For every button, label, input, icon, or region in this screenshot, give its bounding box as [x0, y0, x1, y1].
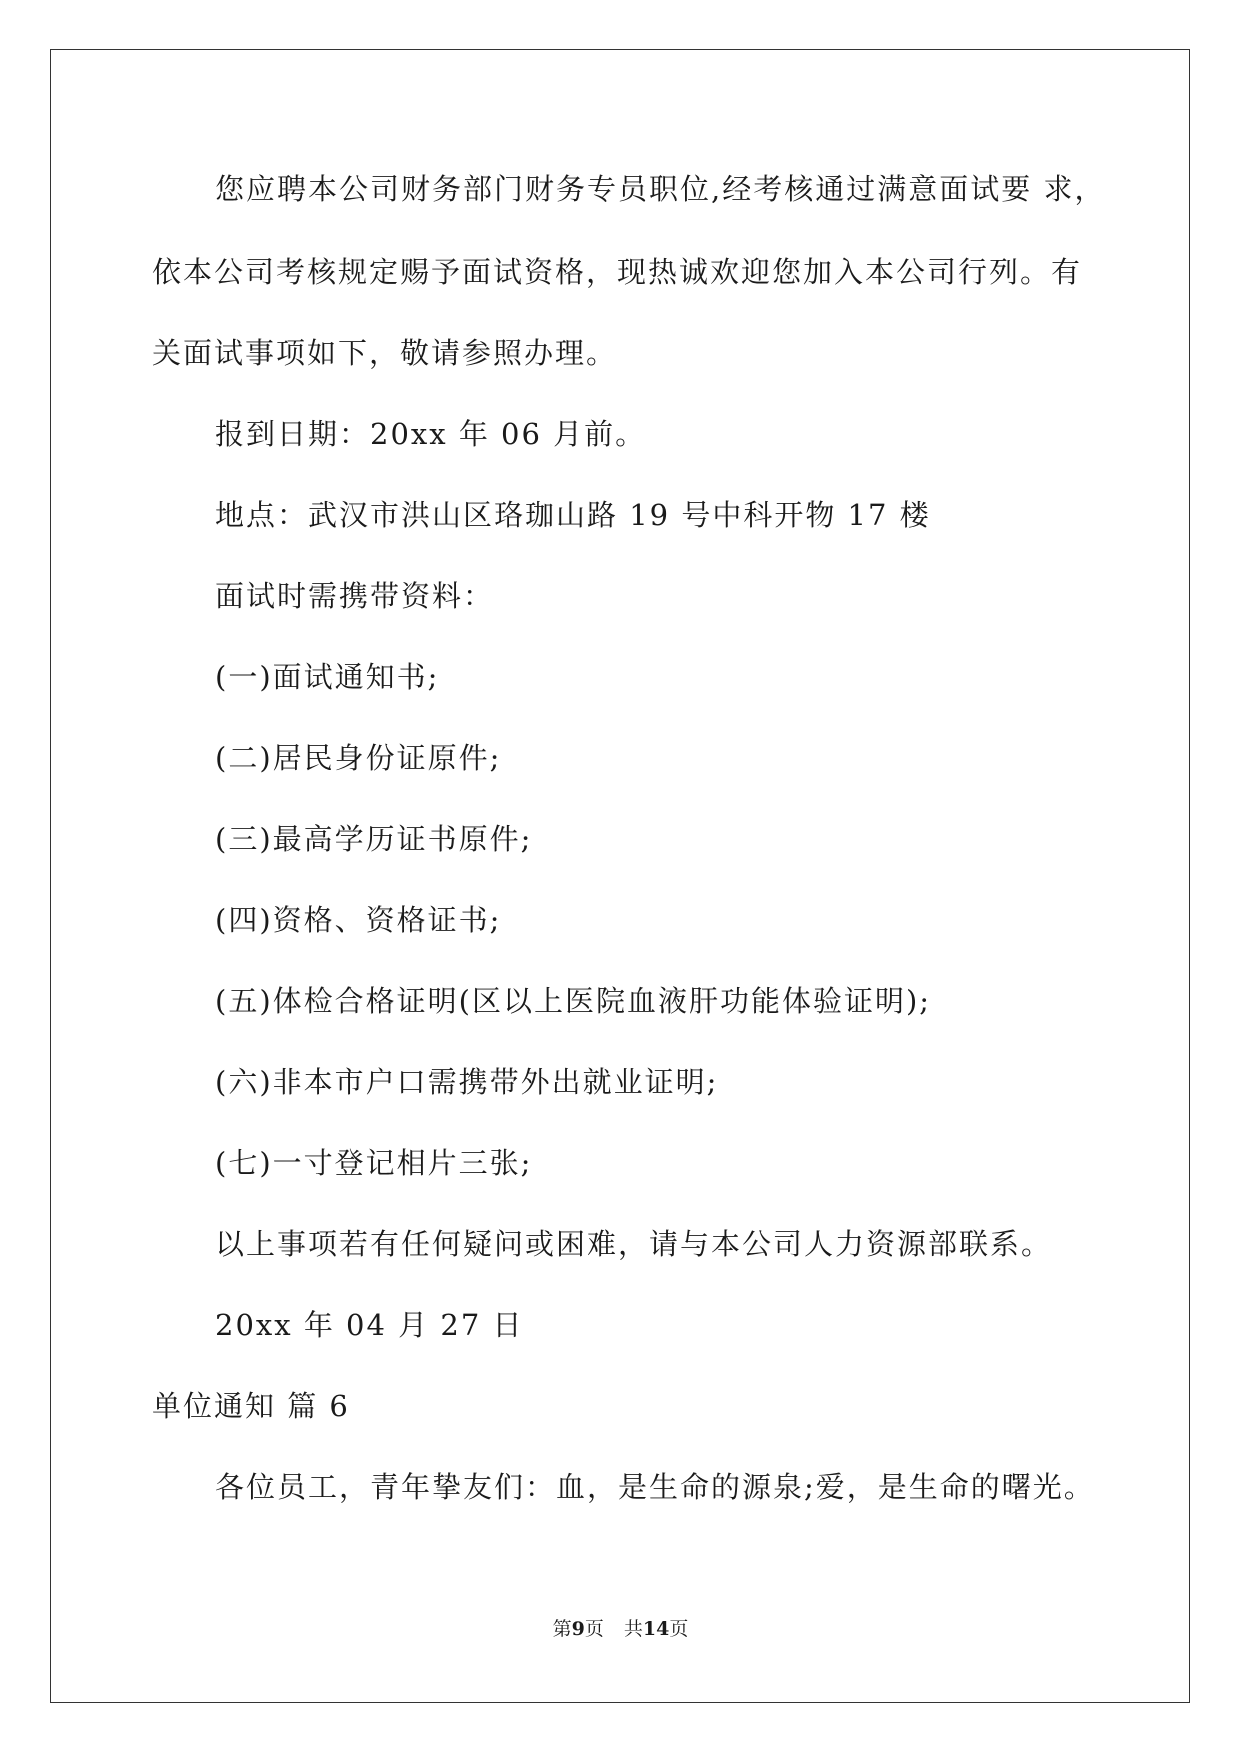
list-item: (六)非本市户口需携带外出就业证明;	[215, 1065, 719, 1099]
list-item: (五)体检合格证明(区以上医院血液肝功能体验证明);	[215, 984, 932, 1018]
page-suffix: 页	[584, 1618, 604, 1640]
report-date-line: 报到日期：20xx 年 06 月前。	[215, 417, 647, 451]
section-heading: 单位通知 篇 6	[152, 1389, 350, 1423]
list-item: (三)最高学历证书原件;	[215, 822, 533, 856]
paragraph-line: 关面试事项如下，敬请参照办理。	[152, 336, 618, 370]
list-item: (七)一寸登记相片三张;	[215, 1146, 533, 1180]
page-current: 9	[571, 1618, 585, 1640]
paragraph-line: 各位员工，青年挚友们：血，是生命的源泉;爱，是生命的曙光。	[215, 1470, 1095, 1504]
signature-date: 20xx 年 04 月 27 日	[215, 1308, 524, 1342]
materials-heading: 面试时需携带资料：	[215, 579, 495, 613]
page-prefix: 第	[552, 1618, 572, 1640]
page-footer	[0, 1620, 1241, 1639]
list-item: (四)资格、资格证书;	[215, 903, 502, 937]
paragraph-line: 您应聘本公司财务部门财务专员职位,经考核通过满意面试要 求，	[215, 172, 1106, 206]
list-item: (二)居民身份证原件;	[215, 741, 502, 775]
paragraph-line: 依本公司考核规定赐予面试资格，现热诚欢迎您加入本公司行列。有	[152, 255, 1083, 289]
page-border	[50, 49, 1190, 1703]
list-item: (一)面试通知书;	[215, 660, 440, 694]
total-suffix: 页	[669, 1618, 689, 1640]
contact-note: 以上事项若有任何疑问或困难，请与本公司人力资源部联系。	[215, 1227, 1053, 1261]
location-line: 地点：武汉市洪山区珞珈山路 19 号中科开物 17 楼	[215, 498, 931, 532]
page-total: 14	[642, 1618, 670, 1640]
total-prefix: 共	[623, 1618, 643, 1640]
